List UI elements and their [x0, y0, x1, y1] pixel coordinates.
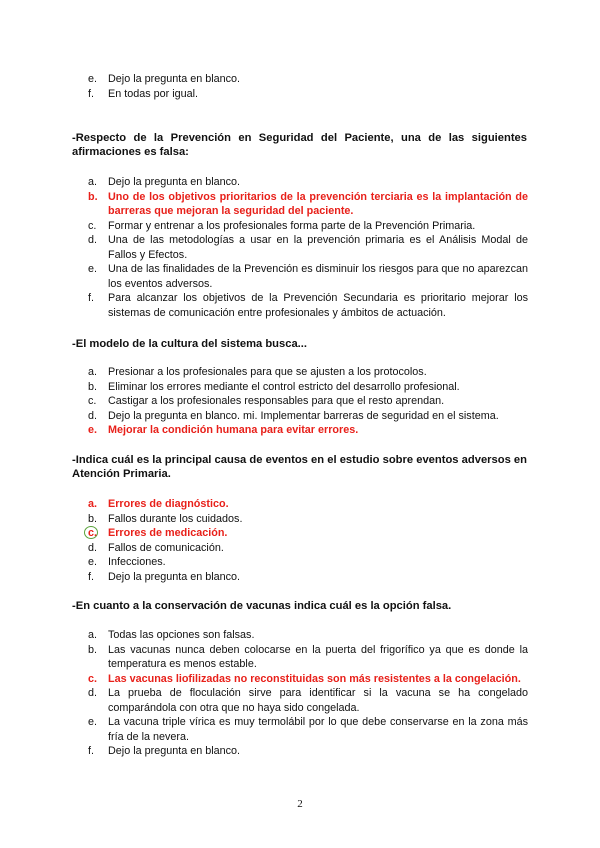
- question-4-options: [88, 628, 528, 759]
- list-item: d. La prueba de floculación sirve para identificar si la vacuna se ha congelado comparándola con otra que no haya sido congelada.: [88, 687, 528, 714]
- question-title-4: -En cuanto a la conservación de vacunas indica cuál es la opción falsa.: [72, 600, 452, 612]
- correct-answer: c. Las vacunas liofilizadas no reconstituidas son más resistentes a la congelación.: [88, 672, 521, 685]
- question-title-3: -Indica cuál es la principal causa de eventos en el estudio sobre eventos adversos en Atención Primaria.: [72, 454, 527, 480]
- list-item: c. Formar y entrenar a los profesionales forma parte de la Prevención Primaria.: [88, 219, 476, 232]
- question-title-1: -Respecto de la Prevención en Seguridad del Paciente, una de las siguientes afirmaciones es falsa:: [72, 132, 527, 158]
- list-item: a. Todas las opciones son falsas.: [88, 629, 255, 641]
- list-item: e. La vacuna triple vírica es muy termolábil por lo que debe conservarse en la zona más fría de la nevera.: [88, 716, 528, 743]
- list-item: e. Dejo la pregunta en blanco.: [88, 73, 241, 85]
- list-item: f. Para alcanzar los objetivos de la Prevención Secundaria es prioritario mejorar los sistemas de comunicación entre profesionales y ámbitos de actuación.: [88, 292, 528, 319]
- list-item: e. Infecciones.: [88, 556, 166, 568]
- question-1-options: [88, 175, 528, 320]
- correct-answer: c. Errores de medicación.: [88, 526, 528, 541]
- correct-answer: e. Mejorar la condición humana para evitar errores.: [88, 424, 359, 436]
- question-3-options: [88, 497, 528, 584]
- list-item: e. Una de las finalidades de la Prevención es disminuir los riesgos para que no aparezcan los eventos adversos.: [88, 263, 528, 290]
- list-item: f. En todas por igual.: [88, 87, 199, 100]
- list-item: d. Fallos de comunicación.: [88, 541, 224, 554]
- question-2-options: [88, 365, 528, 438]
- list-item: f. Dejo la pregunta en blanco.: [88, 745, 241, 757]
- list-item: b. Las vacunas nunca deben colocarse en la puerta del frigorífico ya que es donde la temperatura es menos estable.: [88, 643, 528, 670]
- correct-answer: a. Errores de diagnóstico.: [88, 498, 229, 510]
- list-item: d. Una de las metodologías a usar en la prevención primaria es el Análisis Modal de Fallos y Efectos.: [88, 234, 528, 261]
- list-item: a. Presionar a los profesionales para que se ajusten a los protocolos.: [88, 366, 427, 378]
- top-options-list: [88, 72, 528, 101]
- question-title-2: -El modelo de la cultura del sistema busca...: [72, 338, 308, 350]
- list-item: b. Fallos durante los cuidados.: [88, 512, 243, 525]
- list-item: b. Eliminar los errores mediante el control estricto del desarrollo profesional.: [88, 380, 460, 393]
- list-item: f. Dejo la pregunta en blanco.: [88, 570, 241, 583]
- list-item: d. Dejo la pregunta en blanco. mi. Implementar barreras de seguridad en el sistema.: [88, 409, 499, 422]
- correct-answer: b. Uno de los objetivos prioritarios de la prevención terciaria es la implantación de barreras que mejoran la seguridad del paciente.: [88, 190, 528, 217]
- list-item: c. Castigar a los profesionales responsables para que el resto aprendan.: [88, 395, 445, 407]
- list-item: a. Dejo la pregunta en blanco.: [88, 176, 241, 188]
- page-number: 2: [297, 798, 303, 810]
